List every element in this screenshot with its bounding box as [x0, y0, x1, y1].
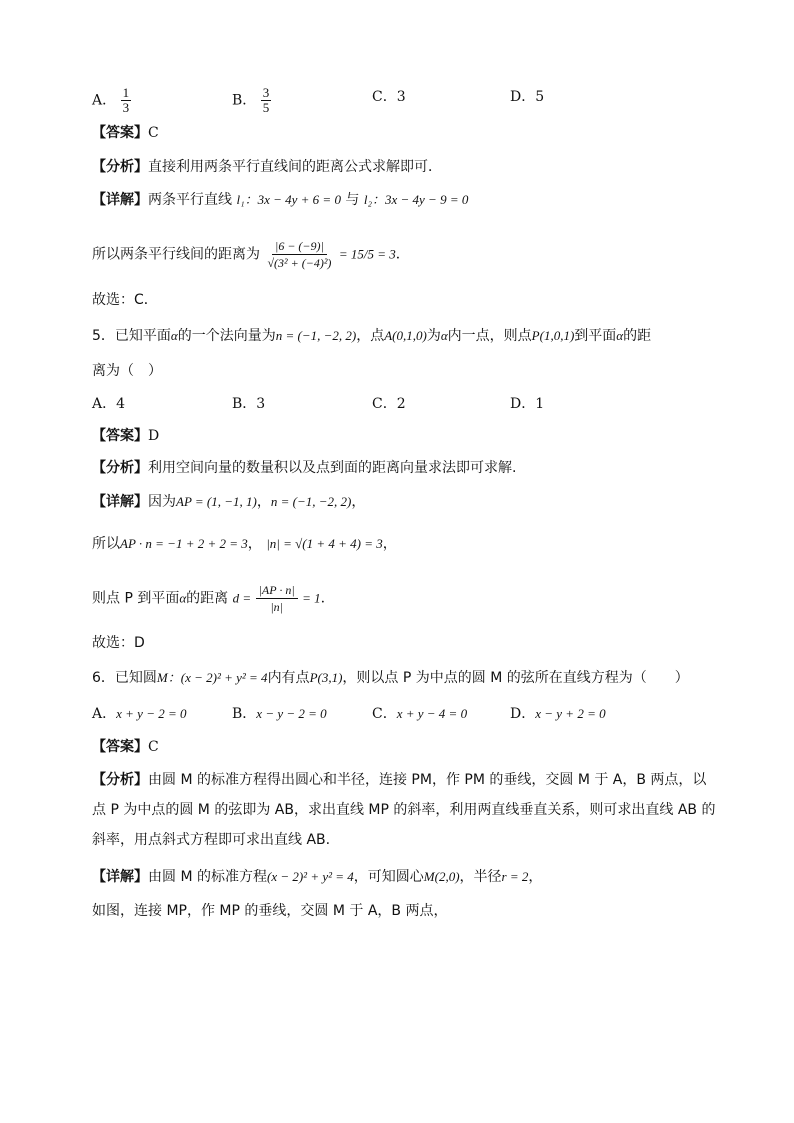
q6-option-d — [510, 704, 606, 724]
q6-radius: r = 2 — [501, 869, 529, 884]
q6-point-p: P(3,1) — [309, 670, 343, 685]
q4-option-a-denominator: 3 — [122, 100, 130, 115]
q4-option-a-label: A． — [92, 92, 117, 109]
q5-detail-tag: 【详解】 — [92, 494, 148, 510]
q5-so-text: 所以 — [92, 536, 120, 552]
q6-stem-c: ，则以点 P 为中点的圆 M 的弦所在直线方程为（ ） — [342, 670, 689, 686]
q5-stem-b: 的一个法向量为 — [177, 328, 276, 344]
q4-answer-tag: 【答案】 — [92, 125, 148, 141]
q6-answer-value: C — [148, 739, 159, 755]
q4-distance-numerator: |6 − (−9)| — [272, 238, 327, 255]
q5-so-mid: ， — [247, 536, 262, 552]
q5-analysis-text: 利用空间向量的数量积以及点到面的距离向量求法即可求解. — [148, 460, 517, 476]
q5-stem-f: 到平面 — [574, 328, 617, 344]
q6-stem-b: 内有点 — [267, 670, 310, 686]
q6-option-d-equation: x − y + 2 = 0 — [535, 706, 606, 721]
q6-detail-tag: 【详解】 — [92, 869, 148, 885]
q6-option-a-equation: x + y − 2 = 0 — [116, 706, 187, 721]
q6-analysis-line3: 斜率，用点斜式方程即可求出直线 AB. — [92, 832, 331, 848]
q6-analysis-tag: 【分析】 — [92, 772, 148, 788]
q4-detail-text: 两条平行直线 — [148, 192, 232, 208]
q4-detail-mid: 与 — [345, 192, 360, 208]
q5-stem-g: 的距 — [623, 328, 652, 344]
q4-distance-result: = 15/5 = 3 — [338, 246, 396, 262]
q5-option-c: C．2 — [372, 396, 406, 412]
q4-detail — [92, 190, 468, 210]
q5-alpha-3: α — [616, 328, 624, 343]
q5-then-text2: 的距离 — [186, 590, 229, 607]
q5-normal-vector: n = (−1, −2, 2) — [275, 328, 357, 343]
q5-d-denominator: |n| — [270, 600, 283, 614]
q4-analysis-tag: 【分析】 — [92, 159, 148, 175]
q5-choose: 故选：D — [92, 635, 145, 651]
q5-d-numerator: |AP · n| — [256, 582, 298, 599]
q5-norm: |n| = √(1 + 4 + 4) = 3 — [266, 536, 383, 551]
q6-option-c-equation: x + y − 4 = 0 — [396, 706, 468, 721]
q6-center: M(2,0) — [423, 869, 460, 884]
q5-point-p: P(1,0,1) — [531, 328, 575, 343]
q4-answer-value: C — [148, 125, 159, 141]
q5-answer-value: D — [148, 428, 160, 444]
q5-normal-vector-2: n = (−1, −2, 2) — [270, 494, 352, 509]
q6-detail — [92, 867, 542, 887]
q4-detail-tag: 【详解】 — [92, 192, 148, 208]
q6-option-a — [92, 704, 186, 724]
q4-option-b-numerator: 3 — [262, 85, 270, 100]
q5-analysis-tag: 【分析】 — [92, 460, 148, 476]
q5-stem-line2: 离为（ ） — [92, 363, 162, 379]
q5-detail-a: 因为 — [148, 494, 176, 510]
q4-option-a — [92, 86, 131, 115]
q4-option-d: D．5 — [510, 89, 545, 105]
q4-analysis — [92, 157, 442, 177]
q6-detail-c: ，半径 — [459, 869, 502, 885]
q5-option-b: B．3 — [232, 396, 266, 412]
q6-option-d-label: D． — [510, 706, 536, 722]
q5-so-end: ， — [382, 536, 397, 552]
q5-detail-c: ， — [351, 494, 366, 510]
q4-answer — [92, 123, 159, 143]
q4-line-l1-equation: l₁：3x − 4y + 6 = 0 — [236, 192, 341, 207]
q5-then-text: 则点 P 到平面 — [92, 590, 180, 607]
q4-distance-end: ． — [395, 246, 410, 263]
q5-d-end: . — [320, 590, 326, 607]
q6-standard-equation: (x − 2)² + y² = 4 — [266, 869, 354, 884]
q4-option-b-label: B． — [232, 92, 257, 109]
q6-analysis-line1 — [92, 770, 706, 790]
q5-detail-b: ， — [256, 494, 271, 510]
q4-choose: 故选：C． — [92, 292, 158, 308]
q6-last-line: 如图，连接 MP，作 MP 的垂线，交圆 M 于 A，B 两点， — [92, 903, 448, 919]
q6-stem — [92, 668, 689, 688]
q6-option-b-equation: x − y − 2 = 0 — [256, 706, 327, 721]
q5-detail — [92, 492, 365, 512]
q4-distance-fraction — [264, 238, 334, 271]
q5-answer — [92, 426, 159, 446]
q5-so — [92, 534, 397, 554]
q5-alpha-4: α — [179, 590, 187, 606]
q6-analysis-line2: 点 P 为中点的圆 M 的弦即为 AB，求出直线 MP 的斜率，利用两直线垂直关系，则可求出直线 AB 的 — [92, 802, 716, 818]
q5-alpha: α — [170, 328, 178, 343]
q4-option-b — [232, 86, 271, 115]
q6-option-b-label: B． — [232, 706, 257, 722]
q5-alpha-2: α — [440, 328, 448, 343]
q4-option-b-fraction — [261, 86, 272, 115]
q5-stem-d: 为 — [426, 328, 441, 344]
q5-option-a: A．4 — [92, 396, 126, 412]
q4-option-a-fraction — [121, 86, 132, 115]
q6-stem-a: 6．已知圆 — [92, 670, 157, 686]
q4-option-c: C．3 — [372, 89, 406, 105]
q6-detail-a: 由圆 M 的标准方程 — [148, 869, 267, 885]
q4-distance-text: 所以两条平行线间的距离为 — [92, 246, 260, 263]
q5-stem-a: 5．已知平面 — [92, 328, 171, 344]
q5-then — [92, 582, 325, 615]
q4-distance-denominator: √(3² + (−4)²) — [267, 256, 332, 270]
q6-option-b — [232, 704, 327, 724]
q4-distance — [92, 238, 410, 271]
q6-answer-tag: 【答案】 — [92, 739, 148, 755]
q5-stem-c: ，点 — [356, 328, 385, 344]
q6-circle-equation: M：(x − 2)² + y² = 4 — [156, 670, 268, 685]
q6-option-c-label: C． — [372, 706, 397, 722]
q5-option-d: D．1 — [510, 396, 545, 412]
q4-option-b-denominator: 5 — [262, 100, 270, 115]
q4-line-l2-equation: l₂：3x − 4y − 9 = 0 — [363, 192, 469, 207]
q5-stem-e: 内一点，则点 — [447, 328, 532, 344]
q4-analysis-text: 直接利用两条平行直线间的距离公式求解即可． — [148, 159, 442, 175]
q5-ap-vector: AP = (1, −1, 1) — [176, 494, 257, 509]
q6-detail-b: ，可知圆心 — [353, 869, 424, 885]
q5-dot-product: AP · n = −1 + 2 + 2 = 3 — [120, 536, 248, 551]
q6-option-c — [372, 704, 467, 724]
q5-answer-tag: 【答案】 — [92, 428, 148, 444]
q6-option-a-label: A． — [92, 706, 117, 722]
q5-stem-line1 — [92, 326, 651, 346]
q5-analysis — [92, 458, 516, 478]
q4-option-a-numerator: 1 — [122, 85, 130, 100]
q6-answer — [92, 737, 159, 757]
q6-detail-d: ， — [528, 869, 543, 885]
q5-point-a: A(0,1,0) — [384, 328, 427, 343]
q5-d-label: d = — [232, 590, 252, 606]
q5-d-fraction — [256, 582, 298, 615]
q5-d-result: = 1 — [302, 590, 321, 606]
q6-analysis-text-1: 由圆 M 的标准方程得出圆心和半径，连接 PM，作 PM 的垂线，交圆 M 于 A，B 两点，以 — [148, 772, 707, 788]
